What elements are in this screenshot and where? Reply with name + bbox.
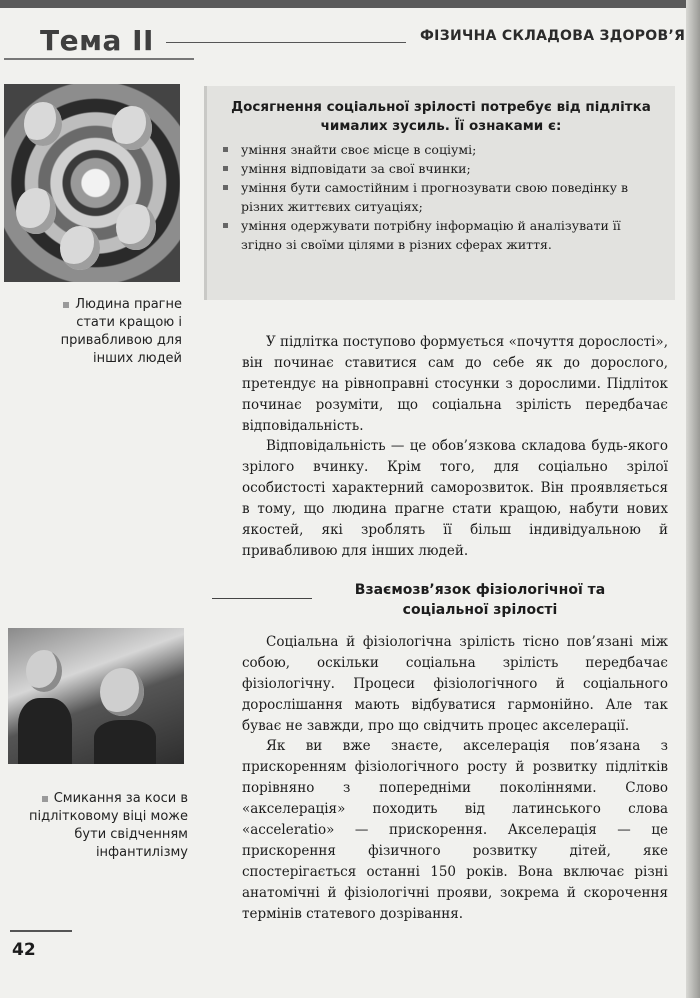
section-name: ФІЗИЧНА СКЛАДОВА ЗДОРОВ’Я <box>420 28 686 44</box>
paragraph: Як ви вже знаєте, акселерація пов’язана з прискоренням фізіологічного росту й розвитку підлітків порівняно з попередніми поколіннями. Слово «акселерація» походить від латинського слова «acceleratio» — прискорення. Акселерація — це прискорення фізичного розвитку дітей, яке спостерігається останні 150 років. Вона включає різні анатомічні й фізіологічні прояви, зокрема й скорочення термінів статевого дозрівання. <box>242 738 668 922</box>
face-3 <box>16 188 56 234</box>
caption-bullet <box>63 302 69 308</box>
page-number: 42 <box>12 940 36 960</box>
boy-body <box>94 720 156 764</box>
subheading-rule <box>212 598 312 599</box>
caption-photo-2: Смикання за коси в підлітковому віці може бути свідченням інфантилізму <box>29 791 188 860</box>
top-rule <box>0 0 686 8</box>
paragraph: У підлітка поступово формується «почуття дорослості», він починає ставитися сам до себе як до дорослого, претендує на рівноправні стосунки з дорослими. Підліток починає розуміти, що соціальна зрілість передбачає відповідальність. <box>242 334 668 434</box>
photo-pulling-braids <box>8 628 184 764</box>
caption-photo-1: Людина прагне стати кращою і привабливою для інших людей <box>60 297 182 366</box>
header-rule <box>166 42 406 43</box>
box-heading: Досягнення соціальної зрілості потребує від підлітка чималих зусиль. Її ознаками є: <box>231 99 651 134</box>
topic-title: Тема II <box>40 24 154 57</box>
caption-bullet <box>42 796 48 802</box>
left-rule <box>4 58 194 60</box>
page-edge <box>686 0 700 998</box>
face-1 <box>24 102 62 146</box>
girl-body <box>18 698 72 764</box>
list-item: уміння відповідати за свої вчинки; <box>221 159 661 178</box>
subheading: Взаємозв’язок фізіологічної та соціальної зрілості <box>354 582 606 618</box>
list-item: уміння знайти своє місце в соціумі; <box>221 140 661 159</box>
list-item: уміння бути самостійним і прогнозувати свою поведінку в різних життєвих ситуаціях; <box>221 178 661 216</box>
face-4 <box>60 226 100 270</box>
page-number-rule <box>10 930 72 932</box>
paragraph: Соціальна й фізіологічна зрілість тісно пов’язані між собою, оскільки соціальна зрілість передбачає фізіологічну. Процеси фізіологічного й соціального дорослішання мають відбуватися гармонійно. Але так буває не завжди, про що свідчить процес акселерації. <box>242 634 668 734</box>
girl-face <box>26 650 62 692</box>
paragraph: Відповідальність — це обов’язкова складова будь-якого зрілого вчинку. Крім того, для соціально зрілої особистості характерний саморозвиток. Він проявляється в тому, що людина прагне стати кращою, набути нових якостей, які зроблять її більш індивідуальною й привабливою для інших людей. <box>242 438 668 559</box>
boy-face <box>100 668 144 716</box>
signs-list <box>221 140 661 254</box>
face-5 <box>116 204 156 250</box>
photo-teenagers-circle <box>4 84 180 282</box>
signs-box <box>204 86 675 300</box>
face-2 <box>112 106 152 150</box>
list-item: уміння одержувати потрібну інформацію й аналізувати її згідно зі своїми цілями в різних сферах життя. <box>221 216 661 254</box>
